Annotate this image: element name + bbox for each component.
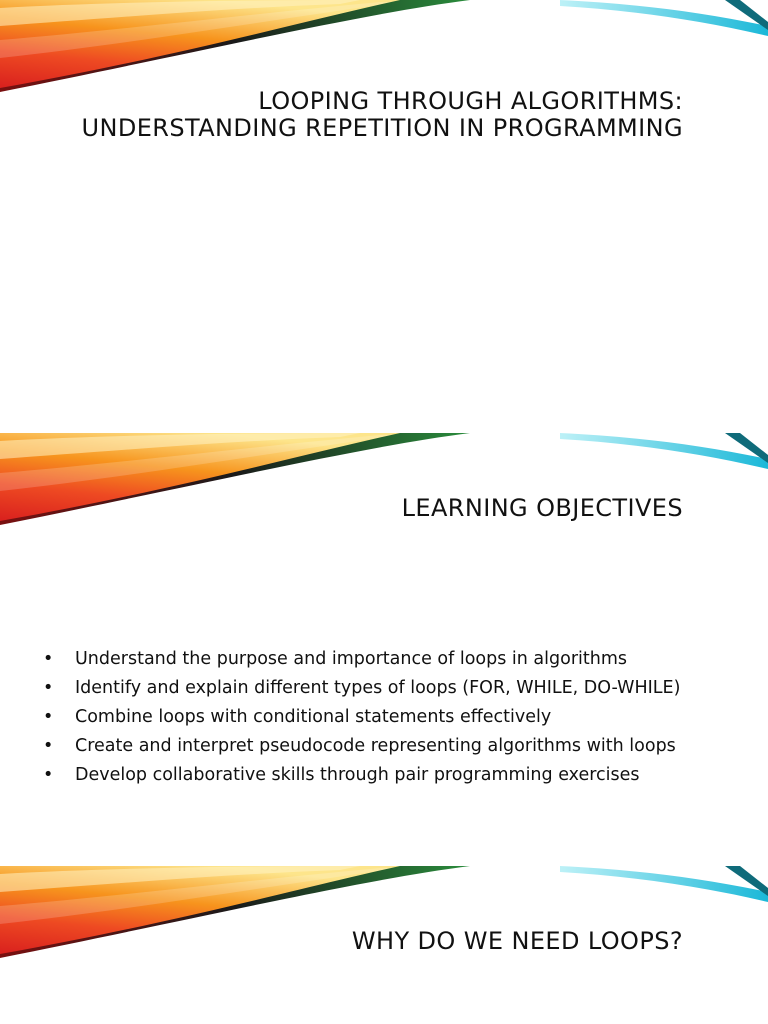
slide-title: LEARNING OBJECTIVES <box>401 494 683 522</box>
slide-3 <box>0 866 768 1024</box>
decorative-swoosh <box>0 0 768 100</box>
list-item <box>40 649 685 670</box>
objectives-list <box>40 649 685 794</box>
slide-1 <box>0 0 768 432</box>
list-item-text: Understand the purpose and importance of loops in algorithms <box>75 649 627 669</box>
list-item <box>40 707 685 728</box>
list-item-text: Identify and explain different types of loops (FOR, WHILE, DO-WHILE) <box>75 678 681 698</box>
list-item-text: Create and interpret pseudocode representing algorithms with loops <box>75 736 676 756</box>
title-line-1: LOOPING THROUGH ALGORITHMS: <box>258 87 683 115</box>
bullet-icon: • <box>43 707 54 727</box>
slide-2 <box>0 433 768 865</box>
bullet-icon: • <box>43 678 54 698</box>
slide-title: WHY DO WE NEED LOOPS? <box>351 927 683 955</box>
list-item <box>40 678 685 699</box>
list-item-text: Develop collaborative skills through pair programming exercises <box>75 765 640 785</box>
list-item <box>40 736 685 757</box>
slide-title <box>43 88 683 142</box>
list-item <box>40 765 685 786</box>
bullet-icon: • <box>43 765 54 785</box>
bullet-icon: • <box>43 649 54 669</box>
title-line-2: UNDERSTANDING REPETITION IN PROGRAMMING <box>81 114 683 142</box>
bullet-icon: • <box>43 736 54 756</box>
list-item-text: Combine loops with conditional statements effectively <box>75 707 552 727</box>
